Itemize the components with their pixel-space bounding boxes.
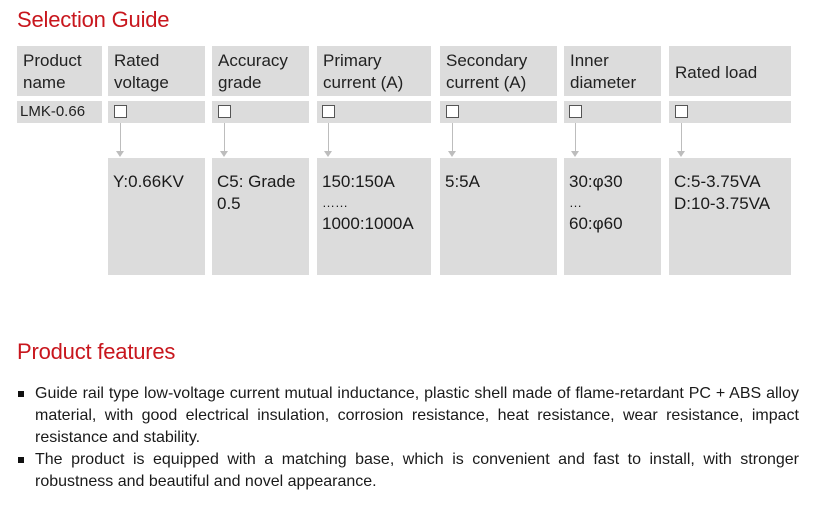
option-ellipsis: …… [322,195,348,210]
bullet-square-icon [18,391,24,397]
list-item [17,449,799,493]
accuracy-grade-options [212,158,309,275]
selection-guide-title: Selection Guide [17,7,170,32]
secondary-current-options [440,158,557,275]
arrow-down-icon [220,151,228,157]
header-accuracy-grade: Accuracy grade [212,46,309,96]
bullet-square-icon [18,457,24,463]
connector-line [575,123,576,153]
option-text: 5:5A [445,172,480,191]
model-code: LMK-0.66 [20,103,86,120]
arrow-down-icon [448,151,456,157]
connector-line [452,123,453,153]
arrow-down-icon [571,151,579,157]
header-rated-load: Rated load [669,46,791,96]
option-text: 1000:1000A [322,214,414,233]
header-secondary-current: Secondary current (A) [440,46,557,96]
option-text: 150:150A [322,172,395,191]
inner-diameter-checkbox[interactable] [569,105,582,118]
connector-line [120,123,121,153]
option-text: Y:0.66KV [113,172,184,191]
feature-text: The product is equipped with a matching base, which is convenient and fast to install, with stronger robustness and beautiful and novel appearance. [35,451,799,490]
header-rated-voltage: Rated voltage [108,46,205,96]
header-inner-diameter: Inner diameter [564,46,661,96]
product-features-title: Product features [17,339,176,364]
arrow-down-icon [116,151,124,157]
option-text: C5: Grade [217,172,296,191]
rated-voltage-options [108,158,205,275]
connector-line [224,123,225,153]
feature-text: Guide rail type low-voltage current mutual inductance, plastic shell made of flame-retardant PC + ABS alloy material, with good electrical insulation, corrosion resistance, heat resistance, wear resistance, impact resistance and stability. [35,385,799,446]
features-list [17,383,799,493]
arrow-down-icon [324,151,332,157]
accuracy-grade-checkbox[interactable] [218,105,231,118]
option-ellipsis: … [569,195,582,210]
option-text: 60:φ60 [569,214,623,233]
option-text: D:10-3.75VA [674,194,771,213]
connector-line [328,123,329,153]
secondary-current-checkbox[interactable] [446,105,459,118]
arrow-down-icon [677,151,685,157]
header-product-name: Product name [17,46,102,96]
rated-load-checkbox[interactable] [675,105,688,118]
inner-diameter-options [564,158,661,275]
connector-line [681,123,682,153]
header-primary-current: Primary current (A) [317,46,431,96]
rated-voltage-checkbox[interactable] [114,105,127,118]
list-item [17,383,799,449]
option-text: 30:φ30 [569,172,623,191]
option-text: C:5-3.75VA [674,172,761,191]
option-text: 0.5 [217,194,241,213]
rated-load-options [669,158,791,275]
primary-current-options [317,158,431,275]
primary-current-checkbox[interactable] [322,105,335,118]
